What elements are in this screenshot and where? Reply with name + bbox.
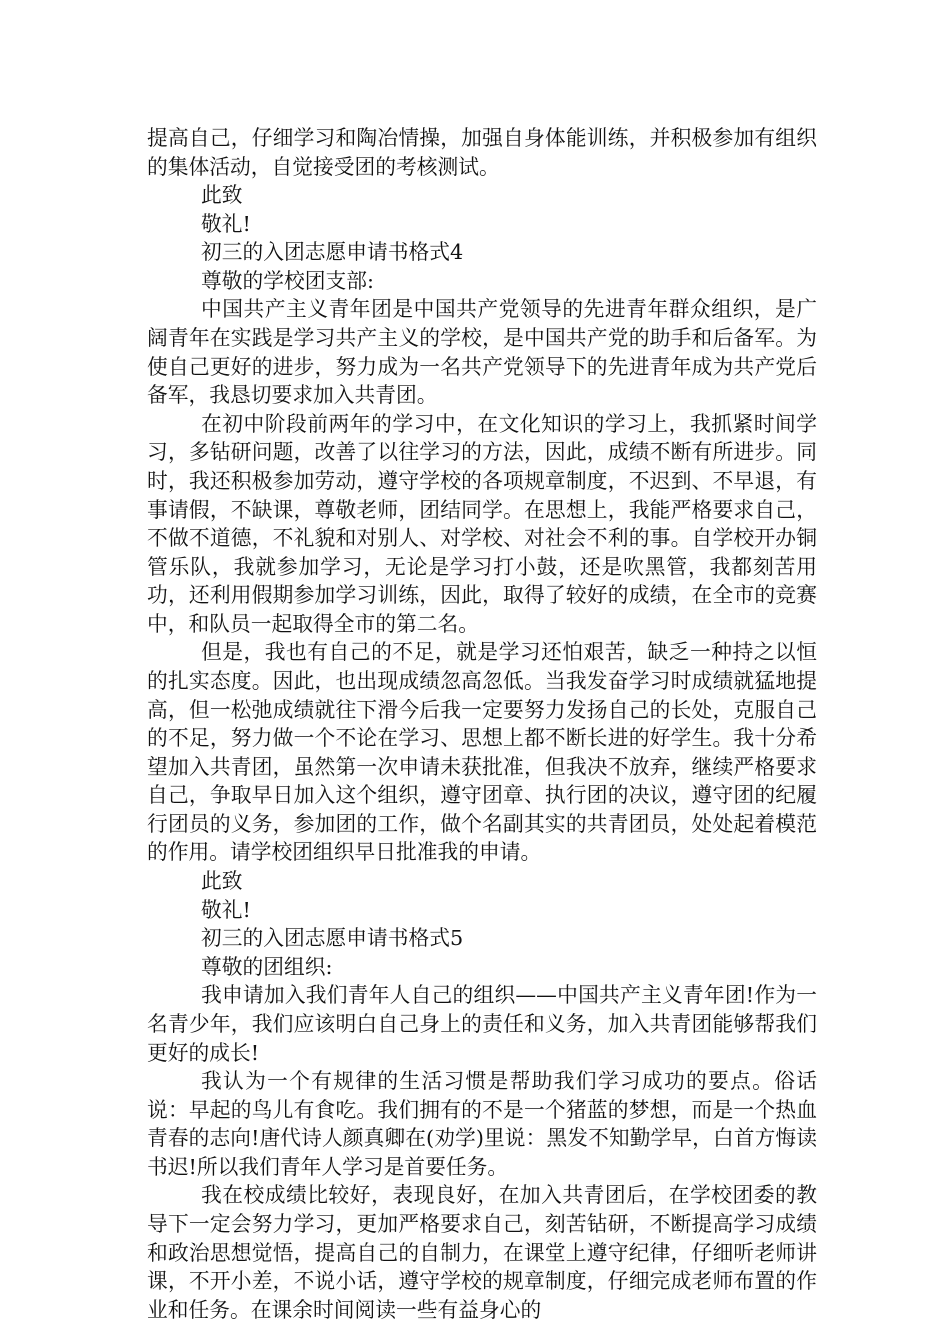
closing-regards-4: 敬礼!: [201, 897, 251, 922]
paragraph-intro-4: 中国共产主义青年团是中国共产党领导的先进青年群众组织，是广阔青年在实践是学习共产主义的学校，是中国共产党的助手和后备军。为使自己更好的进步，努力成为一名共产党领导下的先进青年成为共产党后备军，我恳切要求加入共青团。: [147, 297, 817, 408]
section-heading-4: 初三的入团志愿申请书格式4: [201, 240, 464, 265]
letter-greeting-4: 尊敬的学校团支部:: [201, 268, 374, 293]
closing-salutation: 此致: [201, 183, 243, 208]
section-heading-5: 初三的入团志愿申请书格式5: [201, 926, 464, 951]
paragraph-commitment-5: 我在校成绩比较好，表现良好，在加入共青团后，在学校团委的教导下一定会努力学习，更加严格要求自己，刻苦钻研，不断提高学习成绩和政治思想觉悟，提高自己的自制力，在课堂上遵守纪律，仔细听老师讲课，不开小差，不说小话，遵守学校的规章制度，仔细完成老师布置的作业和任务。在课余时间阅读一些有益身心的: [147, 1183, 817, 1322]
paragraph-habits-5: 我认为一个有规律的生活习惯是帮助我们学习成功的要点。俗话说：早起的鸟儿有食吃。我们拥有的不是一个猪蓝的梦想，而是一个热血青春的志向!唐代诗人颜真卿在(劝学)里说：黑发不知勤学早，白首方悔读书迟!所以我们青年人学习是首要任务。: [147, 1069, 817, 1179]
letter-greeting-5: 尊敬的团组织:: [201, 954, 333, 979]
closing-salutation-4: 此致: [201, 869, 243, 894]
closing-regards: 敬礼!: [201, 211, 251, 236]
paragraph-study-4: 在初中阶段前两年的学习中，在文化知识的学习上，我抓紧时间学习，多钻研问题，改善了以往学习的方法，因此，成绩不断有所进步。同时，我还积极参加劳动，遵守学校的各项规章制度，不迟到、不早退，有事请假，不缺课，尊敬老师，团结同学。在思想上，我能严格要求自己，不做不道德，不礼貌和对别人、对学校、对社会不利的事。自学校开办铜管乐队，我就参加学习，无论是学习打小鼓，还是吹黑管，我都刻苦用功，还利用假期参加学习训练，因此，取得了较好的成绩，在全市的竞赛中，和队员一起取得全市的第二名。: [147, 411, 817, 636]
paragraph-1: 提高自己，仔细学习和陶冶情操，加强自身体能训练，并积极参加有组织的集体活动，自觉接受团的考核测试。: [147, 126, 817, 179]
paragraph-shortcomings-4: 但是，我也有自己的不足，就是学习还怕艰苦，缺乏一种持之以恒的扎实态度。因此，也出现成绩忽高忽低。当我发奋学习时成绩就猛地提高，但一松弛成绩就往下滑今后我一定要努力发扬自己的长处，克服自己的不足，努力做一个不论在学习、思想上都不断长进的好学生。我十分希望加入共青团，虽然第一次申请未获批准，但我决不放弃，继续严格要求自己，争取早日加入这个组织，遵守团章、执行团的决议，遵守团的纪履行团员的义务，参加团的工作，做个名副其实的共青团员，处处起着模范的作用。请学校团组织早日批准我的申请。: [147, 640, 817, 865]
paragraph-intro-5: 我申请加入我们青年人自己的组织——中国共产主义青年团!作为一名青少年，我们应该明白自己身上的责任和义务，加入共青团能够帮我们更好的成长!: [147, 983, 817, 1065]
document-body: [147, 124, 817, 1324]
